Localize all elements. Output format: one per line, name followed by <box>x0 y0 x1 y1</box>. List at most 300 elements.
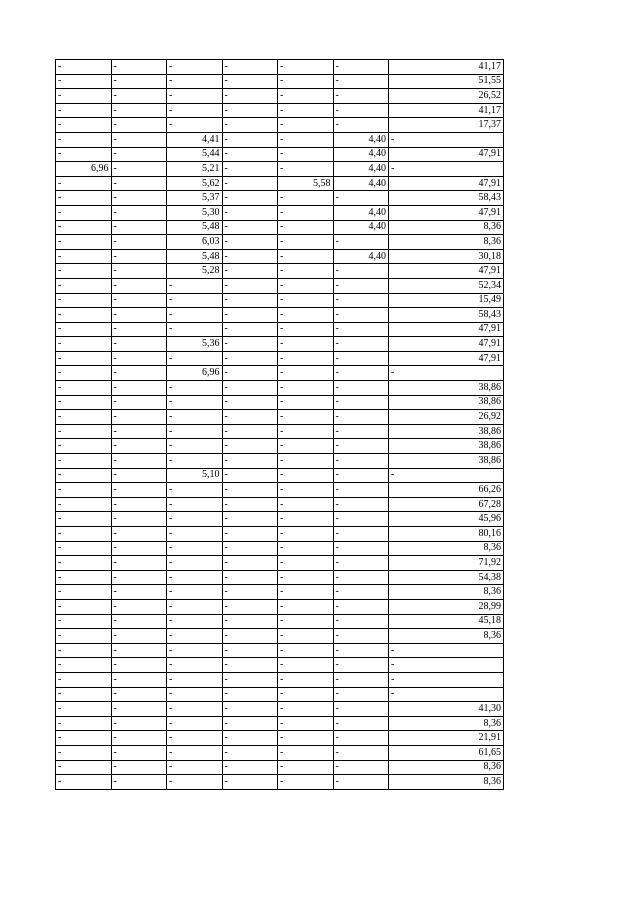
table-cell: - <box>222 264 278 279</box>
table-cell: 54,38 <box>389 570 504 585</box>
table-cell: - <box>333 775 389 790</box>
table-cell: 67,28 <box>389 497 504 512</box>
table-cell: - <box>333 716 389 731</box>
table-cell: - <box>56 264 112 279</box>
table-cell: 58,43 <box>389 191 504 206</box>
table-row <box>56 454 504 469</box>
table-cell: - <box>167 760 223 775</box>
table-row <box>56 60 504 75</box>
table-cell: - <box>222 643 278 658</box>
table-cell: - <box>333 103 389 118</box>
table-cell: 6,03 <box>167 235 223 250</box>
table-cell: - <box>167 308 223 323</box>
table-cell: - <box>56 599 112 614</box>
table-row <box>56 760 504 775</box>
table-cell: - <box>56 337 112 352</box>
table-cell: - <box>222 454 278 469</box>
table-cell: - <box>333 322 389 337</box>
table-cell: - <box>111 614 167 629</box>
table-cell: - <box>333 731 389 746</box>
table-cell: 4,40 <box>333 147 389 162</box>
table-cell: - <box>56 614 112 629</box>
table-cell: - <box>278 191 334 206</box>
table-cell: - <box>278 322 334 337</box>
table-cell: - <box>56 278 112 293</box>
table-cell: 5,62 <box>167 176 223 191</box>
table-cell: - <box>278 337 334 352</box>
table-cell: - <box>333 527 389 542</box>
table-cell: 5,30 <box>167 205 223 220</box>
table-row <box>56 249 504 264</box>
table-row <box>56 439 504 454</box>
table-cell: - <box>167 60 223 75</box>
table-cell: - <box>167 702 223 717</box>
table-cell: - <box>111 410 167 425</box>
table-cell: - <box>222 60 278 75</box>
table-cell: 28,99 <box>389 599 504 614</box>
table-cell: - <box>111 629 167 644</box>
table-cell: - <box>278 205 334 220</box>
table-cell: - <box>56 439 112 454</box>
table-cell: - <box>111 395 167 410</box>
table-cell: - <box>278 60 334 75</box>
table-cell: - <box>278 716 334 731</box>
table-cell: - <box>222 512 278 527</box>
table-cell: - <box>111 541 167 556</box>
table-cell: - <box>167 118 223 133</box>
table-cell: 47,91 <box>389 176 504 191</box>
table-cell: - <box>111 351 167 366</box>
table-cell: - <box>56 366 112 381</box>
table-cell: - <box>167 410 223 425</box>
table-cell: - <box>56 249 112 264</box>
table-row <box>56 629 504 644</box>
table-cell: 47,91 <box>389 337 504 352</box>
table-cell: - <box>167 527 223 542</box>
table-cell: - <box>167 643 223 658</box>
table-row <box>56 745 504 760</box>
table-cell: 41,17 <box>389 60 504 75</box>
table-cell: 45,18 <box>389 614 504 629</box>
table-cell: - <box>333 672 389 687</box>
table-cell: - <box>56 351 112 366</box>
table-cell: - <box>333 614 389 629</box>
table-cell: - <box>167 658 223 673</box>
table-row <box>56 118 504 133</box>
table-cell: 30,18 <box>389 249 504 264</box>
table-cell: - <box>278 702 334 717</box>
table-cell: 21,91 <box>389 731 504 746</box>
table-cell: - <box>56 235 112 250</box>
table-cell: 52,34 <box>389 278 504 293</box>
table-cell: - <box>333 264 389 279</box>
table-cell: - <box>56 745 112 760</box>
table-cell: - <box>111 381 167 396</box>
table-cell: - <box>56 322 112 337</box>
table-cell: 5,58 <box>278 176 334 191</box>
table-cell: - <box>111 278 167 293</box>
table-cell: - <box>333 89 389 104</box>
table-cell: - <box>222 322 278 337</box>
table-cell: - <box>56 483 112 498</box>
table-cell: - <box>111 702 167 717</box>
table-cell: - <box>56 570 112 585</box>
table-cell: 51,55 <box>389 74 504 89</box>
table-cell: - <box>56 702 112 717</box>
table-cell: - <box>167 614 223 629</box>
table-cell: - <box>56 454 112 469</box>
table-cell: 5,48 <box>167 249 223 264</box>
table-cell: 8,36 <box>389 585 504 600</box>
table-row <box>56 278 504 293</box>
table-cell: - <box>222 132 278 147</box>
table-cell: 58,43 <box>389 308 504 323</box>
table-cell: - <box>167 381 223 396</box>
table-cell: - <box>222 731 278 746</box>
table-cell: 26,92 <box>389 410 504 425</box>
table-cell: - <box>56 672 112 687</box>
table-cell: - <box>333 643 389 658</box>
table-cell: - <box>56 147 112 162</box>
table-row <box>56 147 504 162</box>
table-cell: - <box>222 658 278 673</box>
table-cell: - <box>278 468 334 483</box>
table-cell: - <box>167 395 223 410</box>
table-cell: - <box>167 585 223 600</box>
table-cell: - <box>333 351 389 366</box>
table-row <box>56 205 504 220</box>
table-cell: - <box>278 585 334 600</box>
table-row <box>56 483 504 498</box>
table-row <box>56 643 504 658</box>
table-cell: - <box>222 599 278 614</box>
table-cell: - <box>333 293 389 308</box>
table-cell: - <box>222 410 278 425</box>
table-row <box>56 191 504 206</box>
table-cell: - <box>333 702 389 717</box>
table-cell: - <box>222 351 278 366</box>
table-cell: - <box>278 454 334 469</box>
table-cell: - <box>333 395 389 410</box>
table-cell: - <box>222 439 278 454</box>
table-cell: - <box>333 745 389 760</box>
table-cell: - <box>222 103 278 118</box>
table-cell: - <box>333 687 389 702</box>
table-row <box>56 468 504 483</box>
table-cell: - <box>56 556 112 571</box>
table-cell: - <box>111 760 167 775</box>
table-cell: - <box>111 439 167 454</box>
table-row <box>56 322 504 337</box>
table-cell: 4,40 <box>333 132 389 147</box>
table-cell: - <box>278 483 334 498</box>
table-row <box>56 570 504 585</box>
table-cell: - <box>278 278 334 293</box>
table-cell: - <box>333 454 389 469</box>
table-cell: - <box>333 599 389 614</box>
table-cell: - <box>278 147 334 162</box>
table-cell: - <box>111 147 167 162</box>
table-cell: - <box>278 497 334 512</box>
table-cell: - <box>111 235 167 250</box>
table-cell: - <box>278 614 334 629</box>
table-cell: 38,86 <box>389 439 504 454</box>
table-cell: - <box>278 162 334 177</box>
table-cell: - <box>167 74 223 89</box>
table-cell: - <box>222 220 278 235</box>
table-cell: - <box>278 308 334 323</box>
table-cell: - <box>278 570 334 585</box>
table-cell: - <box>56 89 112 104</box>
table-cell: - <box>111 497 167 512</box>
table-cell: 38,86 <box>389 381 504 396</box>
table-cell: - <box>167 775 223 790</box>
table-cell: - <box>167 454 223 469</box>
table-cell: - <box>278 118 334 133</box>
table-row <box>56 89 504 104</box>
table-cell: - <box>111 483 167 498</box>
table-cell: 47,91 <box>389 205 504 220</box>
table-cell: - <box>56 527 112 542</box>
table-cell: - <box>278 556 334 571</box>
table-cell: 8,36 <box>389 760 504 775</box>
table-cell: - <box>56 176 112 191</box>
table-cell: - <box>333 424 389 439</box>
table-row <box>56 424 504 439</box>
table-cell: 38,86 <box>389 395 504 410</box>
table-cell: - <box>222 556 278 571</box>
table-cell: - <box>111 337 167 352</box>
table-cell: - <box>167 745 223 760</box>
table-row <box>56 512 504 527</box>
table-cell: - <box>222 278 278 293</box>
table-row <box>56 585 504 600</box>
table-cell: - <box>333 760 389 775</box>
table-cell: - <box>278 527 334 542</box>
table-row <box>56 103 504 118</box>
table-cell: - <box>111 454 167 469</box>
table-row <box>56 716 504 731</box>
table-cell: - <box>333 366 389 381</box>
table-body <box>56 60 504 790</box>
table-cell: 6,96 <box>56 162 112 177</box>
table-cell: - <box>167 599 223 614</box>
table-cell: - <box>278 658 334 673</box>
table-cell: 26,52 <box>389 89 504 104</box>
table-cell: - <box>222 716 278 731</box>
table-row <box>56 220 504 235</box>
table-cell: - <box>278 599 334 614</box>
table-cell: - <box>56 658 112 673</box>
table-cell: - <box>56 716 112 731</box>
table-cell: - <box>111 731 167 746</box>
table-cell: 4,40 <box>333 176 389 191</box>
table-cell: - <box>278 731 334 746</box>
table-cell: - <box>167 556 223 571</box>
table-cell: - <box>389 366 504 381</box>
table-cell: - <box>389 132 504 147</box>
table-cell: - <box>222 293 278 308</box>
table-cell: 5,28 <box>167 264 223 279</box>
table-cell: - <box>111 162 167 177</box>
table-row <box>56 599 504 614</box>
table-cell: - <box>56 118 112 133</box>
table-cell: - <box>278 103 334 118</box>
table-row <box>56 556 504 571</box>
table-cell: - <box>56 643 112 658</box>
table-cell: - <box>111 293 167 308</box>
table-cell: - <box>222 147 278 162</box>
table-cell: - <box>111 424 167 439</box>
table-cell: 38,86 <box>389 424 504 439</box>
table-cell: - <box>222 497 278 512</box>
table-cell: - <box>56 205 112 220</box>
table-cell: - <box>167 731 223 746</box>
table-cell: - <box>333 118 389 133</box>
table-cell: - <box>111 643 167 658</box>
table-row <box>56 541 504 556</box>
table-cell: - <box>167 351 223 366</box>
table-cell: - <box>111 658 167 673</box>
table-cell: - <box>222 687 278 702</box>
table-cell: - <box>111 716 167 731</box>
table-cell: 38,86 <box>389 454 504 469</box>
table-cell: - <box>111 585 167 600</box>
table-cell: - <box>278 293 334 308</box>
table-cell: - <box>167 278 223 293</box>
table-cell: - <box>278 629 334 644</box>
table-cell: 71,92 <box>389 556 504 571</box>
table-cell: - <box>389 643 504 658</box>
table-cell: 47,91 <box>389 147 504 162</box>
table-cell: - <box>111 599 167 614</box>
table-row <box>56 497 504 512</box>
table-cell: - <box>333 585 389 600</box>
table-cell: - <box>333 308 389 323</box>
table-cell: - <box>111 264 167 279</box>
table-cell: - <box>278 760 334 775</box>
table-cell: - <box>222 483 278 498</box>
table-cell: - <box>167 322 223 337</box>
table-cell: - <box>333 483 389 498</box>
table-row <box>56 132 504 147</box>
table-cell: - <box>222 162 278 177</box>
table-cell: - <box>278 775 334 790</box>
table-cell: - <box>56 74 112 89</box>
table-cell: - <box>222 585 278 600</box>
table-cell: - <box>222 308 278 323</box>
table-row <box>56 614 504 629</box>
table-cell: - <box>222 191 278 206</box>
table-cell: - <box>111 672 167 687</box>
table-cell: - <box>56 60 112 75</box>
table-row <box>56 235 504 250</box>
table-cell: - <box>222 614 278 629</box>
table-cell: - <box>278 424 334 439</box>
table-cell: - <box>278 395 334 410</box>
table-cell: - <box>278 410 334 425</box>
table-cell: - <box>56 541 112 556</box>
table-cell: - <box>278 235 334 250</box>
table-cell: 4,40 <box>333 220 389 235</box>
table-cell: - <box>56 220 112 235</box>
table-cell: - <box>333 410 389 425</box>
table-cell: 47,91 <box>389 264 504 279</box>
table-cell: - <box>278 439 334 454</box>
table-cell: - <box>278 264 334 279</box>
table-cell: - <box>111 74 167 89</box>
table-cell: - <box>56 191 112 206</box>
table-cell: - <box>278 745 334 760</box>
table-cell: 66,26 <box>389 483 504 498</box>
table-cell: 5,36 <box>167 337 223 352</box>
table-cell: 8,36 <box>389 235 504 250</box>
table-cell: - <box>111 687 167 702</box>
table-cell: - <box>111 132 167 147</box>
table-cell: - <box>167 424 223 439</box>
table-cell: - <box>56 760 112 775</box>
table-cell: - <box>222 89 278 104</box>
table-cell: - <box>278 687 334 702</box>
table-cell: 4,40 <box>333 205 389 220</box>
table-cell: - <box>56 103 112 118</box>
table-cell: 47,91 <box>389 351 504 366</box>
table-cell: - <box>222 337 278 352</box>
table-row <box>56 264 504 279</box>
table-cell: - <box>222 541 278 556</box>
table-cell: - <box>278 672 334 687</box>
table-cell: - <box>222 118 278 133</box>
table-cell: 17,37 <box>389 118 504 133</box>
table-cell: - <box>56 468 112 483</box>
table-cell: - <box>333 541 389 556</box>
table-cell: - <box>111 322 167 337</box>
table-cell: 6,96 <box>167 366 223 381</box>
table-cell: 5,10 <box>167 468 223 483</box>
table-cell: - <box>222 570 278 585</box>
table-cell: - <box>167 103 223 118</box>
table-cell: - <box>222 366 278 381</box>
table-cell: 8,36 <box>389 716 504 731</box>
table-cell: - <box>56 585 112 600</box>
table-cell: - <box>111 775 167 790</box>
table-cell: - <box>111 745 167 760</box>
table-row <box>56 351 504 366</box>
table-cell: - <box>167 541 223 556</box>
table-cell: - <box>278 132 334 147</box>
table-cell: - <box>278 643 334 658</box>
table-cell: - <box>333 60 389 75</box>
table-cell: 8,36 <box>389 541 504 556</box>
table-cell: - <box>111 60 167 75</box>
table-cell: - <box>111 570 167 585</box>
table-cell: - <box>111 205 167 220</box>
table-cell: - <box>278 366 334 381</box>
table-cell: - <box>111 176 167 191</box>
table-cell: - <box>56 629 112 644</box>
table-row <box>56 162 504 177</box>
table-cell: - <box>56 424 112 439</box>
table-row <box>56 381 504 396</box>
data-table <box>55 59 504 790</box>
table-cell: - <box>167 672 223 687</box>
table-cell: - <box>333 337 389 352</box>
table-cell: - <box>389 658 504 673</box>
table-cell: - <box>222 629 278 644</box>
table-cell: - <box>167 687 223 702</box>
table-cell: - <box>333 497 389 512</box>
table-cell: - <box>222 249 278 264</box>
